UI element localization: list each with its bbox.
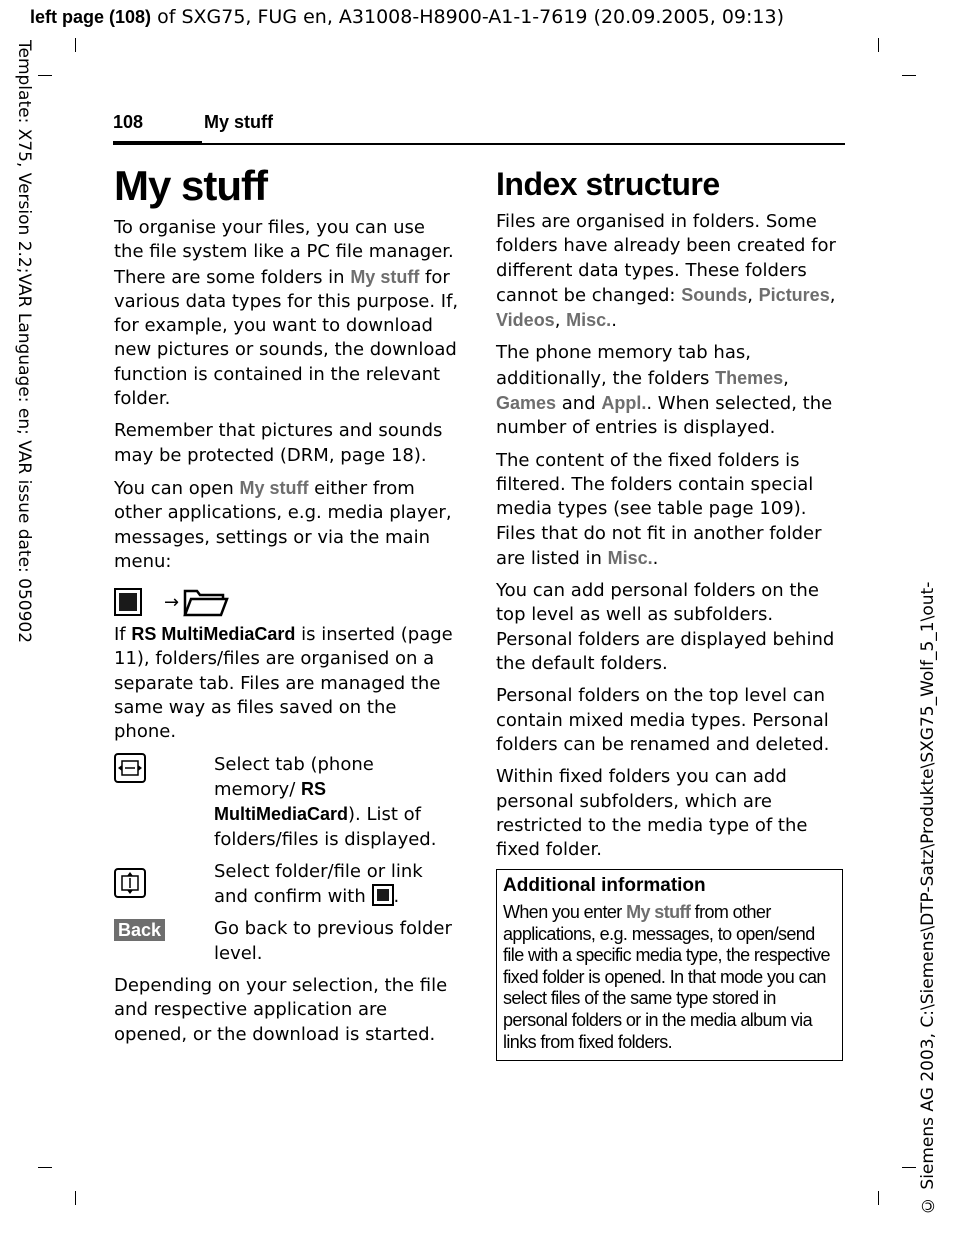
menu-key-icon [114,588,142,616]
card-term: RS MultiMediaCard [131,624,296,645]
key-row-select-tab [114,753,459,852]
open-paragraph: You can open My stuff either from other applications, e.g. media player, messages, settings or via the main menu: [114,477,452,572]
page-title: My stuff [114,162,267,209]
key-row-back [114,917,459,966]
subfolders-paragraph: Within fixed folders you can add personal subfolders, which are restricted to the media type of the fixed folder. [496,766,808,861]
running-header: My stuff [204,112,273,132]
key-row-select-folder [114,860,459,910]
nav-key-left-right-icon [114,753,146,783]
crop-mark [902,1167,916,1168]
arrow-right-icon: → [164,591,180,613]
print-meta-line [30,6,784,28]
confirm-key-icon [372,884,394,906]
key-description: Select folder/file or link and confirm with . [214,860,423,908]
crop-mark [38,75,52,76]
crop-mark [38,1167,52,1168]
right-column [496,162,844,870]
nav-key-up-down-icon [114,868,146,898]
crop-mark [878,1191,879,1205]
crop-mark [75,1191,76,1205]
header-rule [113,143,845,145]
info-box-text: When you enter My stuff from other applications, e.g. messages, to open/send file with a specific media type, the respective fixed folder is opened. In that mode you can select files of the same type stored in personal folders or in the media album via links from fixed folders. [503,902,830,1052]
crop-mark [75,38,76,52]
card-paragraph: If RS MultiMediaCard is inserted (page 11), folders/files are organised on a separate tab. Files are managed the same way as files saved on the phone. [114,624,453,743]
menu-term: My stuff [350,266,420,287]
meta-bold: left page (108) [30,7,152,27]
additional-info-box [496,869,843,1061]
phone-memory-paragraph: The phone memory tab has, additionally, the folders Themes, Games and Appl.. When selected, the number of entries is displayed. [496,342,833,439]
menu-navigation-path [114,584,459,620]
mixed-media-paragraph: Personal folders on the top level can contain mixed media types. Personal folders can be renamed and deleted. [496,685,830,755]
personal-folders-paragraph: You can add personal folders on the top level as well as subfolders. Personal folders are displayed behind the default folders. [496,580,835,675]
crop-mark [878,38,879,52]
key-description: Select tab (phone memory/ RS MultiMediaCard). List of folders/files is displayed. [214,753,437,850]
section-title: Index structure [496,166,720,202]
key-description: Go back to previous folder level. [214,918,452,964]
result-paragraph: Depending on your selection, the file and respective application are opened, or the download is started. [114,975,448,1045]
left-column [114,160,459,1055]
crop-mark [902,75,916,76]
meta-rest: of SXG75, FUG en, A31008-H8900-A1-1-7619 (20.09.2005, 09:13) [151,6,785,28]
header-rule-accent [113,141,202,145]
filtered-paragraph: The content of the fixed folders is filtered. The folders contain special media types (see table page 109). Files that do not fit in another folder are listed in Misc.. [496,449,822,569]
folders-paragraph: Files are organised in folders. Some folders have already been created for different data types. These folders cannot be changed: Sounds, Pictures, Videos, Misc.. [496,211,836,332]
menu-term: My stuff [239,477,309,498]
template-info-vertical: Template: X75, Version 2.2;VAR Language: en; VAR issue date: 050902 [14,40,34,644]
drm-paragraph: Remember that pictures and sounds may be protected (DRM, page 18). [114,420,443,466]
info-box-title: Additional information [503,875,706,896]
intro-paragraph: To organise your files, you can use the file system like a PC file manager. There are some folders in My stuff for various data types for this purpose. If, for example, you want to download new pictures or sounds, the download function is contained in the relevant folder. [114,217,459,410]
folder-icon [183,587,229,617]
copyright-path-vertical: © Siemens AG 2003, C:\Siemens\DTP-Satz\Produkte\SXG75_Wolf_5_1\out- [918,581,938,1215]
page-number: 108 [113,112,144,132]
back-softkey: Back [114,919,165,941]
